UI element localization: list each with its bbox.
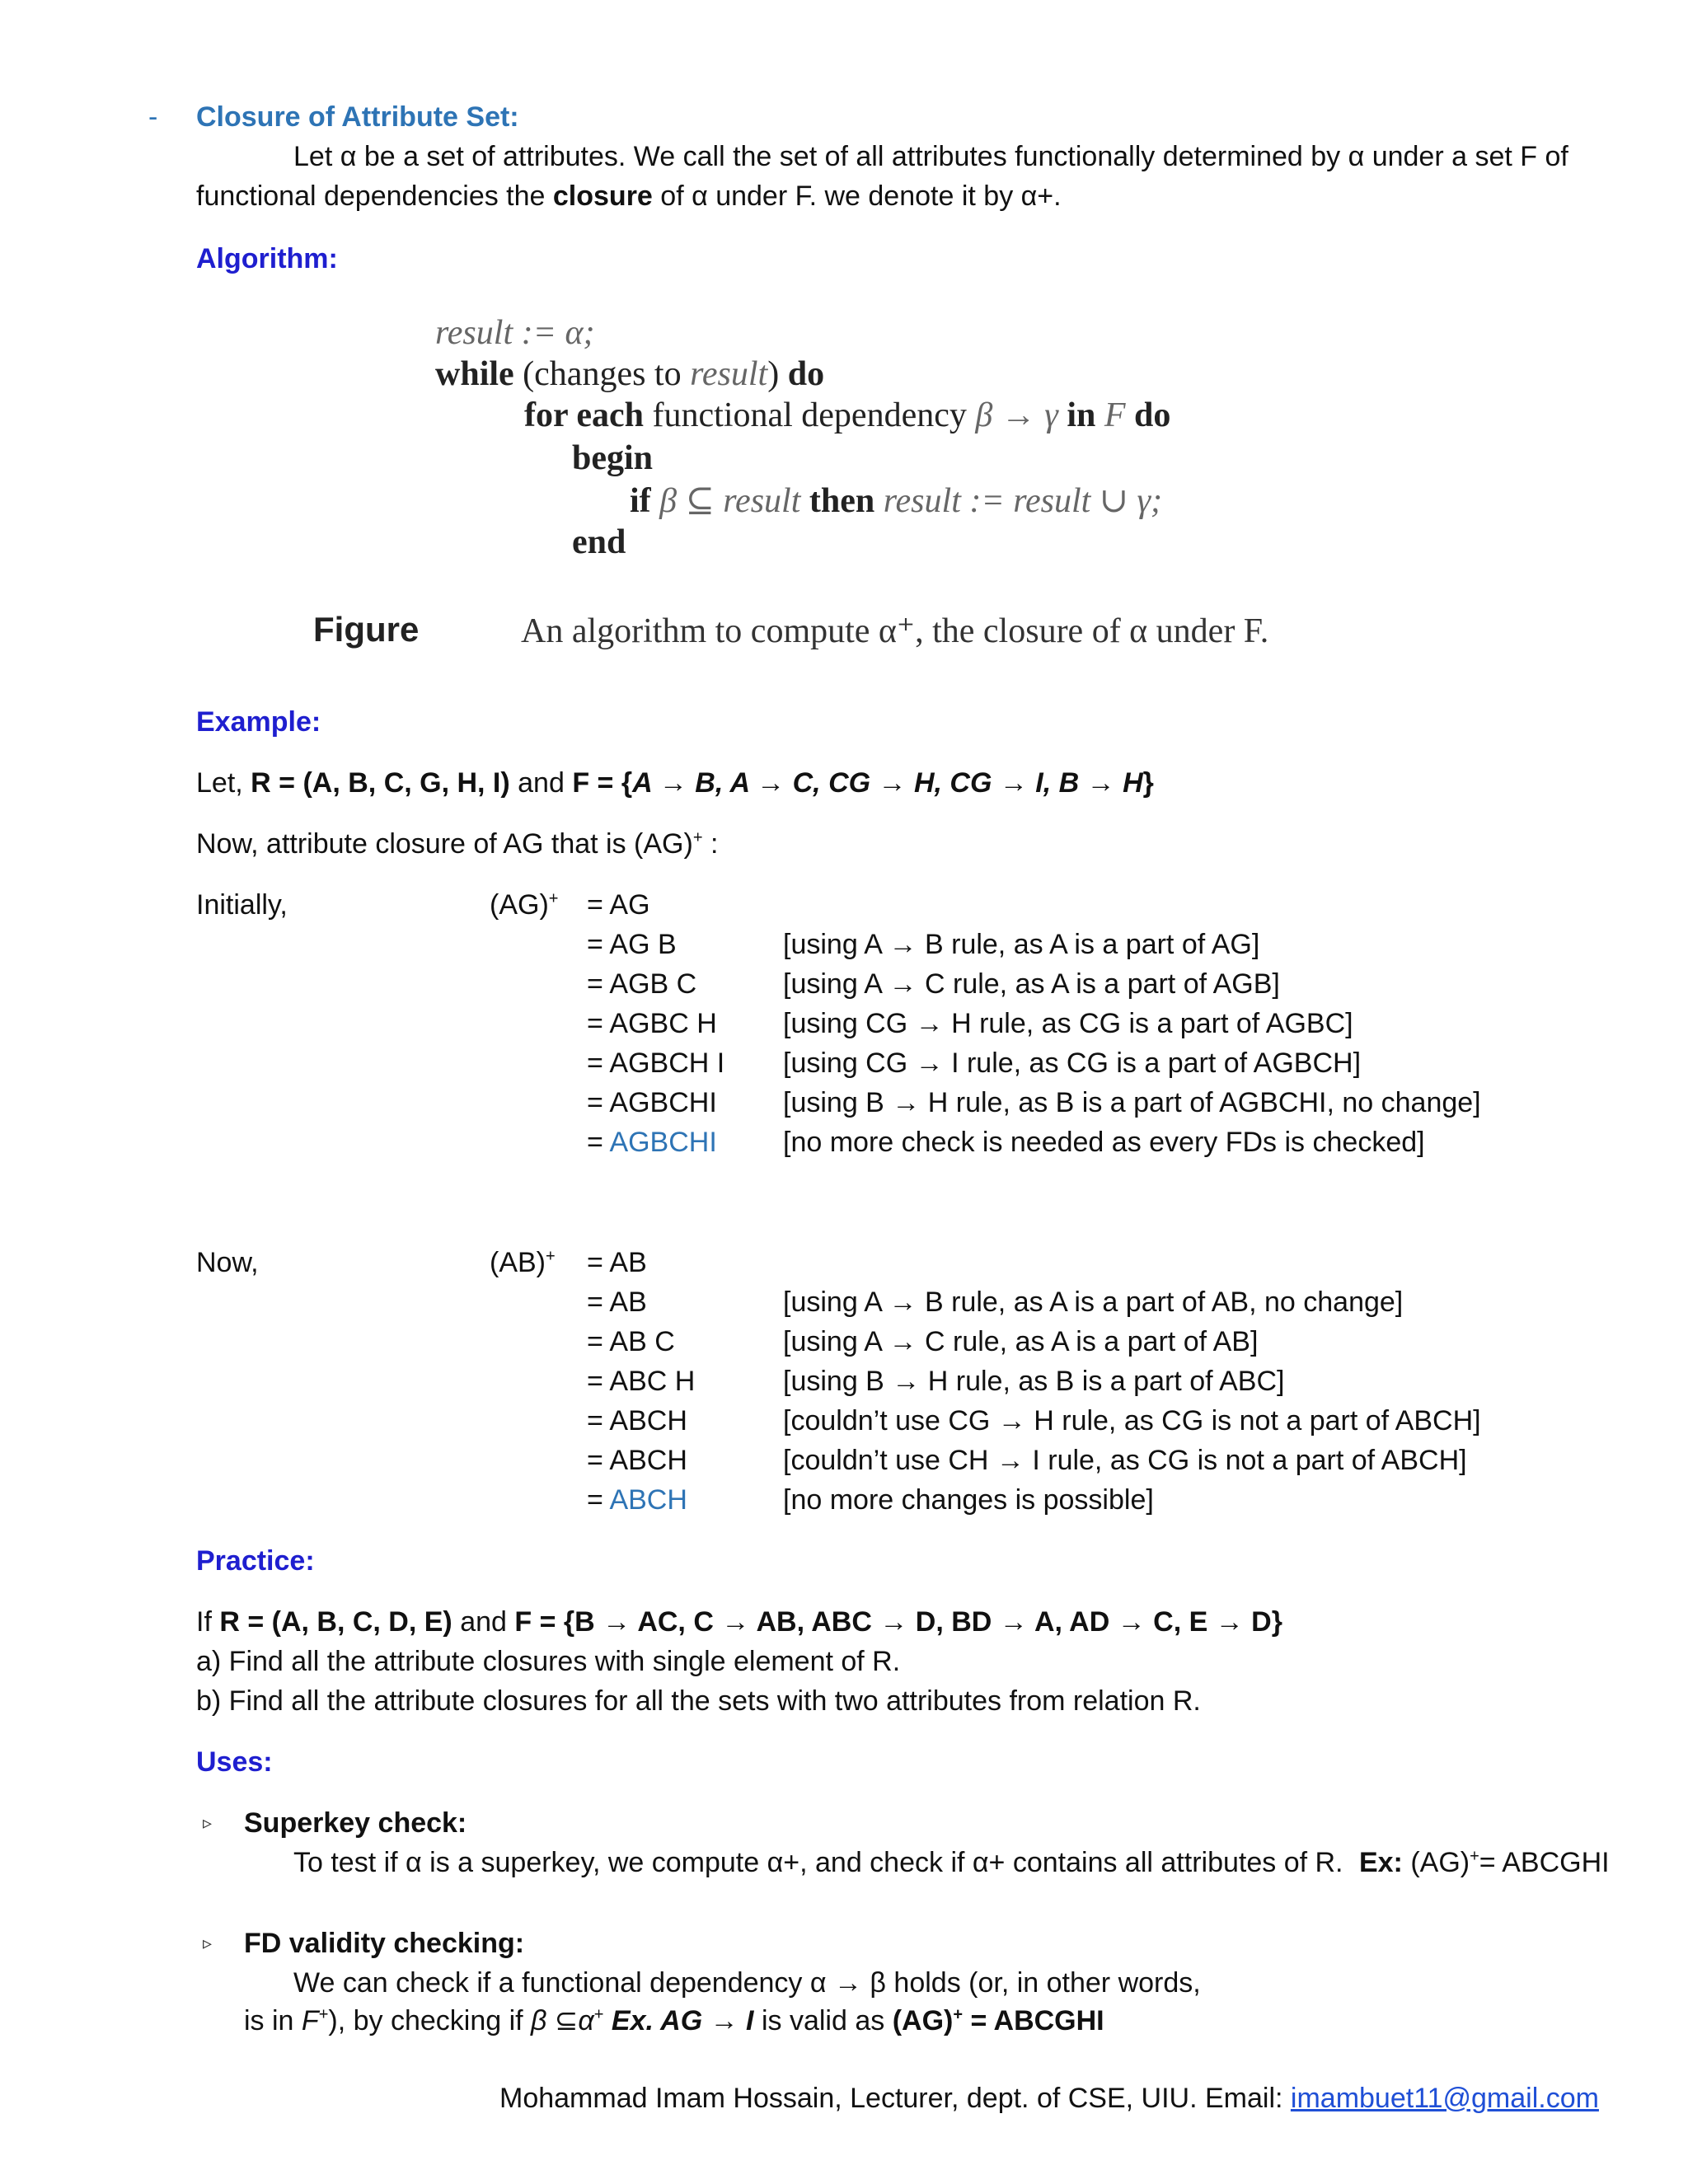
ab-step-value: = AB xyxy=(587,1286,647,1318)
intro-text-2a: functional dependencies the xyxy=(196,180,553,212)
fd-f-sup: + xyxy=(318,2005,329,2024)
relation-pre: Let, xyxy=(196,767,251,799)
practice-label: Practice: xyxy=(196,1545,315,1577)
algo-assign: result := result ∪ γ; xyxy=(874,482,1163,520)
intro-text-1: Let α be a set of attributes. We call the set of all attributes functionally determined by α under a set F of xyxy=(293,141,1568,172)
ab-step-note: [using A → B rule, as A is a part of AB, no change] xyxy=(783,1286,1404,1318)
ag-step-note: [using CG → H rule, as CG is a part of AGBC] xyxy=(783,1008,1353,1039)
practice-line-1 xyxy=(196,1602,1282,1642)
algo-then: then xyxy=(809,482,875,520)
practice-a: a) Find all the attribute closures with single element of R. xyxy=(196,1646,901,1677)
bullet-icon: ▹ xyxy=(203,1812,213,1833)
fd-bold: (AG) xyxy=(892,2005,954,2036)
practice-pre: If xyxy=(196,1606,220,1638)
section-heading: Closure of Attribute Set: xyxy=(196,101,519,133)
practice-and: and xyxy=(452,1606,515,1638)
algo-cond: β ⊆ result xyxy=(650,482,809,520)
relation-f-body: A → B, A → C, CG → H, CG → I, B → H xyxy=(632,767,1143,799)
algo-line-6 xyxy=(572,523,626,562)
practice-f: F = {B → AC, C → AB, ABC → D, BD → A, AD → C, E → D} xyxy=(514,1606,1282,1638)
intro-line-2 xyxy=(196,176,1062,216)
ag-set-sup: + xyxy=(548,889,559,908)
ab-set-sup: + xyxy=(546,1247,556,1266)
ag-step-note: [using A → B rule, as A is a part of AG] xyxy=(783,929,1260,960)
example-intro-post: : xyxy=(702,828,719,860)
relation-and: and xyxy=(509,767,573,799)
closure-term: closure xyxy=(552,180,653,212)
intro-line-1 xyxy=(293,137,1568,176)
algo-line-3 xyxy=(524,396,1170,435)
practice-r: R = (A, B, C, D, E) xyxy=(219,1606,452,1638)
superkey-ex-sup: + xyxy=(1470,1847,1479,1866)
ab-step-value: = AB xyxy=(587,1247,647,1278)
algo-line-5 xyxy=(630,480,1162,521)
example-intro-text: Now, attribute closure of AG that is (AG) xyxy=(196,828,693,860)
ab-step-value: = AB C xyxy=(587,1326,675,1357)
ag-set-text: (AG) xyxy=(490,889,549,921)
example-intro xyxy=(196,824,718,864)
ab-set xyxy=(490,1243,556,1282)
heading-dash: - xyxy=(148,101,158,133)
figure-label: Figure xyxy=(313,610,420,649)
ag-step-value: = AGBCH I xyxy=(587,1047,725,1079)
ag-step-note: [using A → C rule, as A is a part of AGB] xyxy=(783,968,1280,1000)
ab-step-note: [couldn’t use CH → I rule, as CG is not a part of ABCH] xyxy=(783,1445,1467,1476)
relation-f-post: } xyxy=(1142,767,1154,799)
ag-step-value: = AGBCHI xyxy=(587,1127,717,1158)
fd-bold-post: = ABCGHI xyxy=(963,2005,1104,2036)
ag-step-value: = AGBCHI xyxy=(587,1087,717,1118)
practice-b: b) Find all the attribute closures for all the sets with two attributes from relation R. xyxy=(196,1685,1201,1717)
intro-text-2b: of α under F. we denote it by α+. xyxy=(652,180,1062,212)
ag-set xyxy=(490,885,558,925)
ab-set-text: (AB) xyxy=(490,1247,546,1278)
algo-line-2 xyxy=(435,354,824,394)
footer-email-link[interactable]: imambuet11@gmail.com xyxy=(1290,2083,1599,2114)
superkey-title: Superkey check: xyxy=(244,1807,467,1839)
ag-step-note: [no more check is needed as every FDs is checked] xyxy=(783,1127,1425,1158)
example-label: Example: xyxy=(196,706,321,738)
ag-step-note: [using B → H rule, as B is a part of AGBCHI, no change] xyxy=(783,1087,1481,1118)
fd-cond: β ⊆α xyxy=(531,2005,594,2036)
ab-step-note: [couldn’t use CG → H rule, as CG is not a part of ABCH] xyxy=(783,1405,1481,1436)
ag-step-value: = AGB C xyxy=(587,968,697,1000)
algo-result-init: result := α; xyxy=(435,314,595,352)
algo-if: if xyxy=(630,482,651,520)
fd-line-1: We can check if a functional dependency α → β holds (or, in other words, xyxy=(293,1967,1201,1999)
fd-mid: ), by checking if xyxy=(328,2005,532,2036)
footer-author: Mohammad Imam Hossain, Lecturer, dept. of CSE, UIU. Email: xyxy=(499,2083,1291,2114)
figure-caption: An algorithm to compute α⁺, the closure of α under F. xyxy=(521,612,1269,650)
ab-step-value: = ABCH xyxy=(587,1445,687,1476)
ab-step-note: [no more changes is possible] xyxy=(783,1484,1154,1516)
ab-step-value: = ABCH xyxy=(587,1484,687,1516)
algo-line-1 xyxy=(435,313,594,353)
algo-for-each: for each xyxy=(524,396,645,434)
algo-begin: begin xyxy=(572,439,654,477)
uses-label: Uses: xyxy=(196,1746,273,1778)
bullet-icon: ▹ xyxy=(203,1933,213,1953)
algo-while-mid: (changes to xyxy=(513,355,691,393)
fd-f: F xyxy=(301,2005,319,2036)
ag-final-result: AGBCHI xyxy=(609,1127,717,1158)
ab-step-note: [using B → H rule, as B is a part of ABC] xyxy=(783,1366,1285,1397)
fd-ex: Ex. AG → I xyxy=(603,2005,754,2036)
algo-do-2: do xyxy=(1125,396,1171,434)
fd-cond-sup: + xyxy=(593,2005,604,2024)
ab-step-value: = ABCH xyxy=(587,1405,687,1436)
ab-step-note: [using A → C rule, as A is a part of AB] xyxy=(783,1326,1259,1357)
algo-while-var: result xyxy=(690,355,768,393)
ag-step-value: = AG B xyxy=(587,929,677,960)
superkey-ex-label: Ex: xyxy=(1358,1847,1403,1878)
fd-valid: is valid as xyxy=(753,2005,893,2036)
ag-lead: Initially, xyxy=(196,889,288,921)
fd-line-2 xyxy=(244,2001,1104,2041)
footer xyxy=(499,2079,1599,2118)
fd-bold-sup: + xyxy=(953,2005,964,2024)
algo-in: in xyxy=(1057,396,1104,434)
ag-step-value: = AGBC H xyxy=(587,1008,717,1039)
algo-f: F xyxy=(1104,396,1126,434)
superkey-ex-post: = ABCGHI xyxy=(1479,1847,1610,1878)
algo-fd: β → γ xyxy=(975,396,1058,434)
algo-while-end: ) xyxy=(767,355,788,393)
algorithm-label: Algorithm: xyxy=(196,243,338,274)
ab-lead: Now, xyxy=(196,1247,259,1278)
algo-end: end xyxy=(572,523,626,561)
algo-line-4 xyxy=(572,438,653,478)
relation-f-pre: F = { xyxy=(572,767,633,799)
fd-title: FD validity checking: xyxy=(244,1928,525,1959)
algo-while: while xyxy=(435,355,514,393)
example-intro-sup: + xyxy=(692,828,703,847)
example-relation xyxy=(196,763,1154,803)
ag-step-value: = AG xyxy=(587,889,650,921)
superkey-ex-pre: (AG) xyxy=(1402,1847,1470,1878)
ab-step-value: = ABC H xyxy=(587,1366,696,1397)
relation-r: R = (A, B, C, G, H, I) xyxy=(251,767,510,799)
algo-for-mid: functional dependency xyxy=(644,396,976,434)
superkey-body xyxy=(293,1843,1610,1882)
fd-pre: is in xyxy=(244,2005,302,2036)
ab-final-result: ABCH xyxy=(609,1484,687,1516)
ag-step-note: [using CG → I rule, as CG is a part of AGBCH] xyxy=(783,1047,1362,1079)
superkey-text: To test if α is a superkey, we compute α+, and check if α+ contains all attributes of R. xyxy=(293,1847,1343,1878)
algo-do: do xyxy=(787,355,825,393)
